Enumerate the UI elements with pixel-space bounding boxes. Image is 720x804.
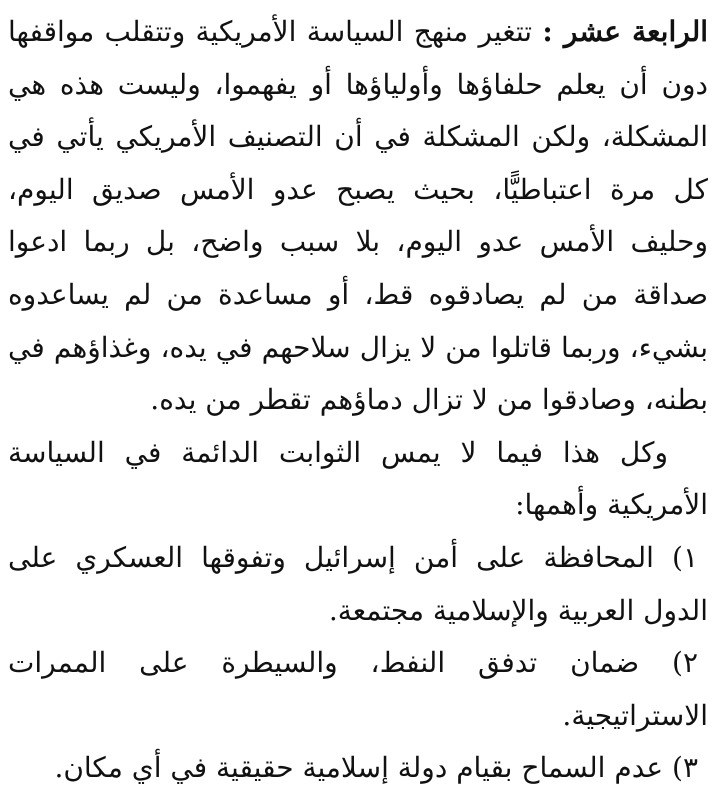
list-item-number: ١) — [672, 540, 698, 574]
list-item — [8, 637, 708, 742]
list-item-text: عدم السماح بقيام دولة إسلامية حقيقية في أي مكان. — [54, 751, 664, 785]
list-item-number: ٣) — [672, 751, 698, 785]
list-item — [8, 742, 708, 795]
list-item-text: المحافظة على أمن إسرائيل وتفوقها العسكري على الدول العربية والإسلامية مجتمعة. — [8, 540, 708, 627]
list-item-number: ٢) — [672, 646, 698, 680]
list-item — [8, 532, 708, 637]
intro-paragraph: وكل هذا فيما لا يمس الثوابت الدائمة في السياسة الأمريكية وأهمها: — [8, 435, 708, 522]
section-heading: الرابعة عشر : — [542, 15, 709, 48]
section-paragraph — [8, 6, 708, 427]
list-item-text: ضمان تدفق النفط، والسيطرة على الممرات الاستراتيجية. — [8, 646, 708, 732]
section-body: تتغير منهج السياسة الأمريكية وتتقلب مواقفها دون أن يعلم حلفاؤها وأولياؤها أو يفهموا، وليست هذه هي المشكلة، ولكن المشكلة في أن التصنيف الأمريكي يأتي في كل مرة اعتباطيًّا، بحيث يصبح عدو الأمس صديق اليوم، وحليف الأمس عدو اليوم، بلا سبب واضح، بل ربما ادعوا صداقة من لم يصادقوه قط، أو مساعدة من لم يساعدوه بشيء، وربما قاتلوا من لا يزال سلاحهم في يده، وغذاؤهم في بطنه، وصادقوا من لا تزال دماؤهم تقطر من يده. — [8, 15, 708, 417]
